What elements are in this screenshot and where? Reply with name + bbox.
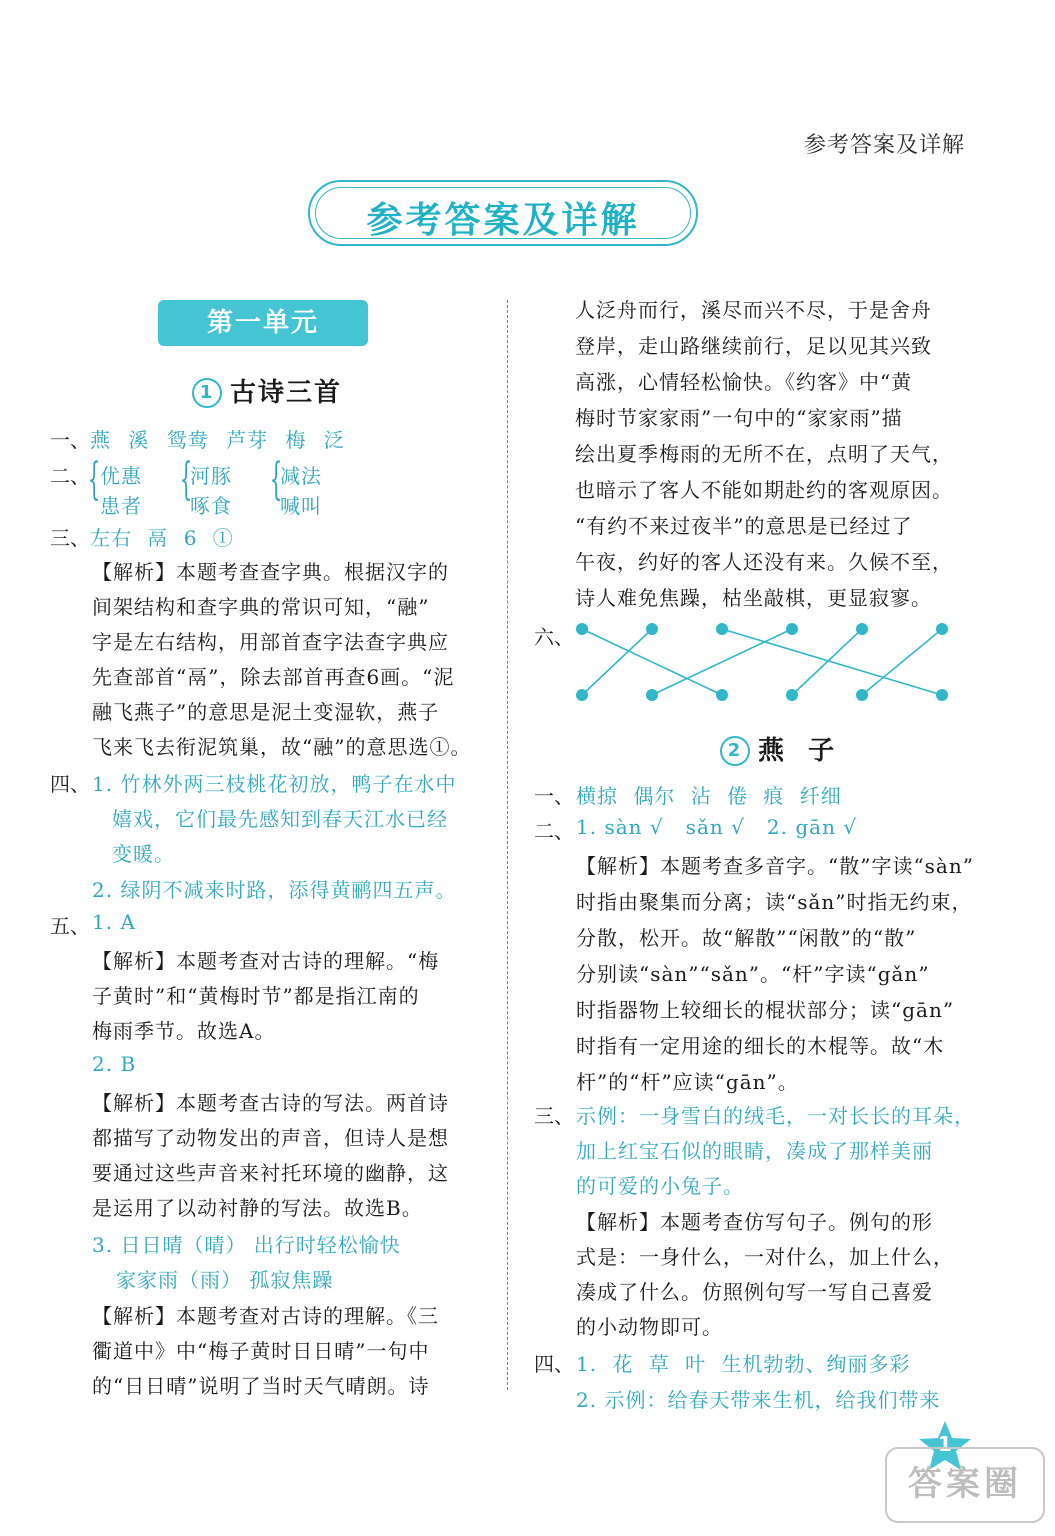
- analysis-line: 【解析】本题考查查字典。根据汉字的: [92, 560, 449, 584]
- analysis-line: 诗人难免焦躁，枯坐敲棋，更显寂寥。: [575, 586, 932, 610]
- lesson-2-title: [720, 730, 836, 767]
- answer-line: 家家雨（雨） 孤寂焦躁: [116, 1268, 334, 1292]
- analysis-line: 子黄时”和“黄梅时节”都是指江南的: [92, 984, 420, 1008]
- column-divider: [507, 300, 508, 1390]
- page-number: 1: [938, 1432, 952, 1456]
- brace-icon: {: [87, 454, 101, 505]
- answer-text: 燕 溪 鸳鸯 芦芽 梅 泛: [90, 428, 345, 452]
- question-label: 三、: [50, 526, 90, 550]
- analysis-line: 时指器物上较细长的棍状部分；读“gān”: [576, 998, 955, 1022]
- question-label: 四、: [534, 1352, 574, 1376]
- lesson-number-badge: 2: [720, 736, 750, 766]
- pair-word: 河豚: [190, 464, 232, 488]
- watermark-text: 答案圈: [908, 1464, 1022, 1504]
- analysis-line: 的小动物即可。: [576, 1315, 723, 1339]
- answer-line: 3. 日日晴（晴） 出行时轻松愉快: [92, 1233, 401, 1257]
- answer-text: 横掠 偶尔 沾 倦 痕 纤细: [576, 784, 842, 808]
- analysis-line: 先查部首“鬲”，除去部首再查6画。“泥: [92, 665, 455, 689]
- pair-word: 喊叫: [280, 494, 322, 518]
- question-label: 一、: [50, 428, 90, 452]
- analysis-line: 也暗示了客人不能如期赴约的客观原因。: [575, 478, 953, 502]
- brace-icon: {: [179, 454, 193, 505]
- answer-line: 嬉戏，它们最先感知到春天江水已经: [112, 807, 448, 831]
- analysis-line: 【解析】本题考查对古诗的理解。“梅: [92, 949, 440, 973]
- analysis-line: 间架结构和查字典的常识可知，“融”: [92, 595, 430, 619]
- analysis-line: 字是左右结构，用部首查字法查字典应: [92, 630, 449, 654]
- unit-title-badge: 第一单元: [158, 300, 368, 346]
- analysis-line: 时指有一定用途的细长的木棍等。故“木: [576, 1034, 945, 1058]
- answer-line: 的可爱的小兔子。: [576, 1174, 744, 1198]
- analysis-line: 要通过这些声音来衬托环境的幽静，这: [92, 1161, 449, 1185]
- analysis-line: 是运用了以动衬静的写法。故选B。: [92, 1196, 423, 1220]
- pair-word: 患者: [100, 494, 142, 518]
- analysis-line: 午夜，约好的客人还没有来。久候不至，: [575, 550, 953, 574]
- analysis-line: 梅雨季节。故选A。: [92, 1019, 276, 1043]
- main-title-box: [308, 180, 698, 246]
- pair-word: 减法: [280, 464, 322, 488]
- analysis-line: 分散，松开。故“解散”“闲散”的“散”: [576, 926, 917, 950]
- analysis-line: 的“日日晴”说明了当时天气晴朗。诗: [92, 1374, 430, 1398]
- question-label: 五、: [50, 914, 90, 938]
- analysis-line: 凑成了什么。仿照例句写一写自己喜爱: [576, 1280, 933, 1304]
- analysis-line: 融飞燕子”的意思是泥土变湿软，燕子: [92, 700, 440, 724]
- answer-text: 1. sàn √ sǎn √ 2. gān √: [576, 815, 858, 839]
- analysis-line: 时指由聚集而分离；读“sǎn”时指无约束，: [576, 890, 973, 914]
- answer-text: 左右 鬲 6 ①: [90, 526, 234, 550]
- answer-line: 加上红宝石似的眼睛，凑成了那样美丽: [576, 1139, 933, 1163]
- analysis-line: 飞来飞去衔泥筑巢，故“融”的意思选①。: [92, 735, 472, 759]
- question-label: 三、: [534, 1104, 574, 1128]
- question-label: 二、: [534, 819, 574, 843]
- lesson-1-title: [192, 372, 342, 409]
- matching-lines-diagram: [570, 618, 960, 708]
- answer-line: 1. 竹林外两三枝桃花初放，鸭子在水中: [92, 772, 457, 796]
- pair-word: 优惠: [100, 464, 142, 488]
- brace-icon: {: [269, 454, 283, 505]
- answer-line: 示例：一身雪白的绒毛，一对长长的耳朵，: [576, 1104, 975, 1128]
- question-label: 一、: [534, 784, 574, 808]
- analysis-line: 梅时节家家雨”一句中的“家家雨”描: [575, 406, 903, 430]
- analysis-line: 登岸，走山路继续前行，足以见其兴致: [575, 334, 932, 358]
- question-label: 四、: [50, 772, 90, 796]
- analysis-line: 式是：一身什么，一对什么，加上什么，: [576, 1245, 954, 1269]
- lesson-title-text: 古诗三首: [230, 378, 343, 408]
- analysis-line: 【解析】本题考查古诗的写法。两首诗: [92, 1091, 449, 1115]
- analysis-line: 都描写了动物发出的声音，但诗人是想: [92, 1126, 449, 1150]
- analysis-line: 【解析】本题考查对古诗的理解。《三: [92, 1304, 439, 1328]
- question-label: 六、: [534, 625, 574, 649]
- answer-line: 2. 示例：给春天带来生机，给我们带来: [576, 1388, 941, 1412]
- analysis-line: 高涨，心情轻松愉快。《约客》中“黄: [575, 370, 913, 394]
- answer-line: 1. 花 草 叶 生机勃勃、绚丽多彩: [576, 1352, 911, 1376]
- question-label: 二、: [50, 464, 90, 488]
- analysis-line: 【解析】本题考查仿写句子。例句的形: [576, 1210, 933, 1234]
- analysis-line: 人泛舟而行，溪尽而兴不尽，于是舍舟: [575, 298, 932, 322]
- analysis-line: 杆”的“杆”应读“gān”。: [576, 1070, 799, 1094]
- main-title: 参考答案及详解: [366, 200, 640, 241]
- answer-line: 2. 绿阴不减来时路，添得黄鹂四五声。: [92, 878, 457, 902]
- answer-line: 1. A: [92, 910, 136, 934]
- analysis-line: 【解析】本题考查多音字。“散”字读“sàn”: [576, 854, 974, 878]
- analysis-line: 衢道中》中“梅子黄时日日晴”一句中: [92, 1339, 430, 1363]
- lesson-title-text: 燕 子: [758, 736, 837, 766]
- analysis-line: “有约不来过夜半”的意思是已经过了: [575, 514, 913, 538]
- analysis-line: 分别读“sàn”“sǎn”。“杆”字读“gǎn”: [576, 962, 930, 986]
- analysis-line: 绘出夏季梅雨的无所不在，点明了天气，: [575, 442, 953, 466]
- lesson-number-badge: 1: [192, 378, 222, 408]
- pair-word: 啄食: [190, 494, 232, 518]
- answer-line: 2. B: [92, 1052, 137, 1076]
- answer-line: 变暖。: [112, 842, 175, 866]
- running-header: 参考答案及详解: [803, 133, 965, 158]
